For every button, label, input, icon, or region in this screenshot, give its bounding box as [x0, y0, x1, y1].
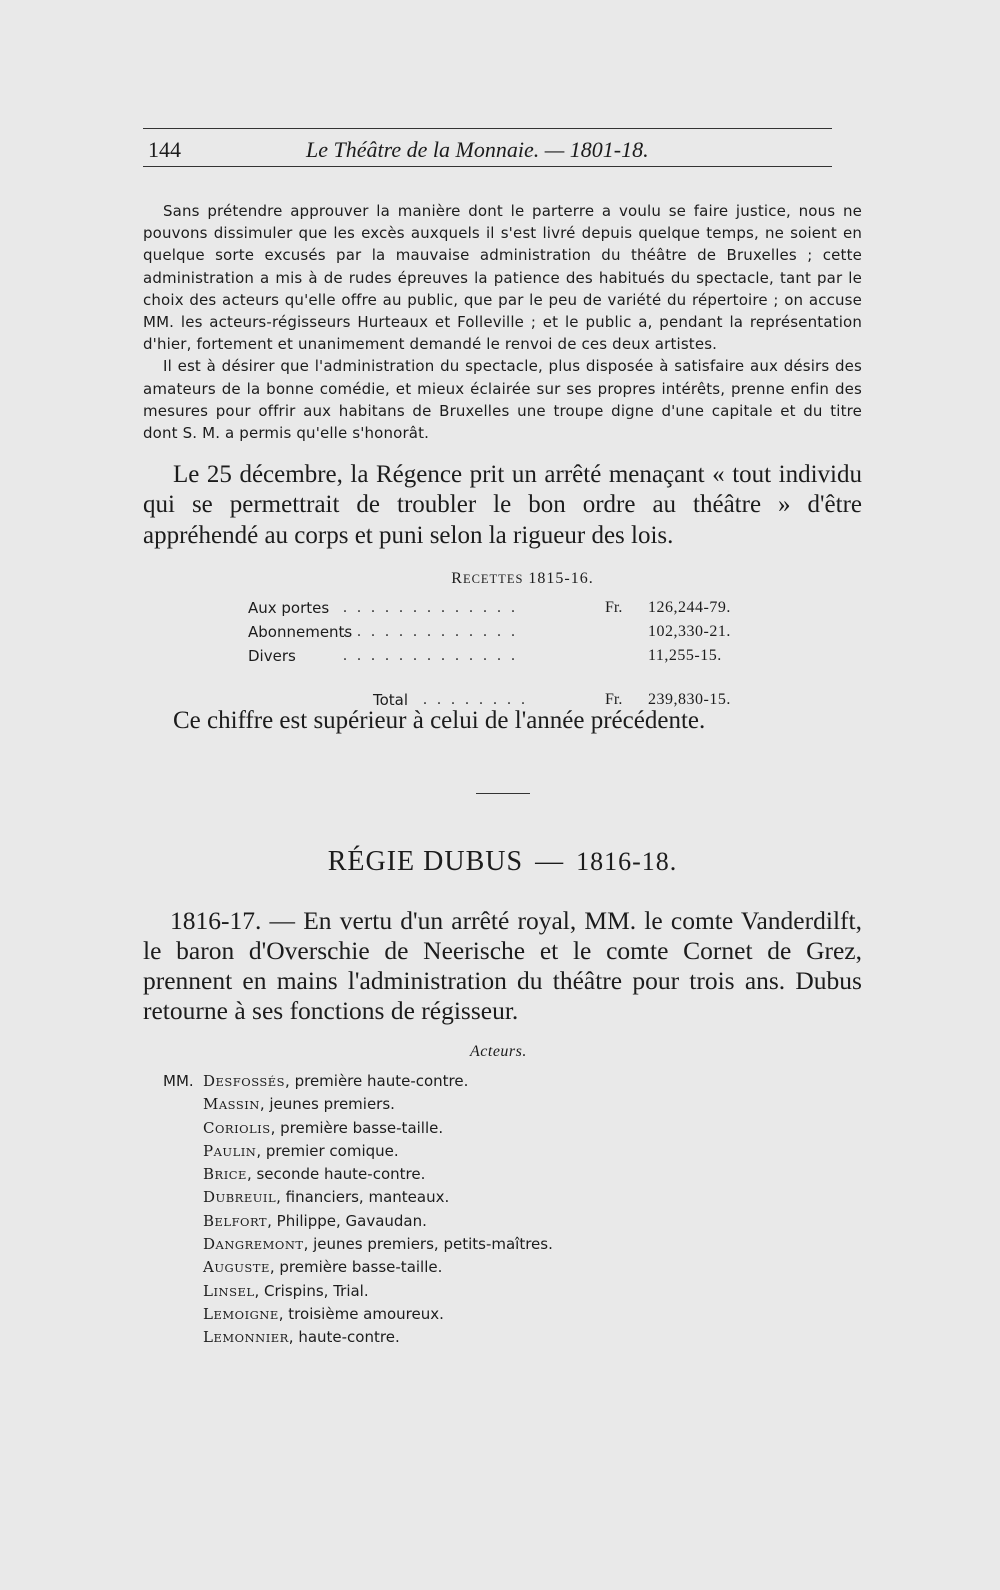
- receipts-amount: 102,330-21.: [648, 623, 731, 640]
- actor-name: LEMONNIER: [203, 1328, 289, 1347]
- cast-member: [203, 1117, 763, 1140]
- cast-member: [203, 1326, 763, 1349]
- quoted-newspaper-excerpt: [143, 200, 862, 444]
- section-title: RÉGIE DUBUS: [327, 846, 524, 877]
- actor-name: DUBREUIL: [203, 1188, 277, 1207]
- cast-member: [203, 1070, 763, 1093]
- cast-member: [203, 1280, 763, 1303]
- receipts-label: Divers: [248, 647, 296, 665]
- section-separator: [476, 793, 530, 794]
- actor-name: BRICE: [203, 1165, 247, 1184]
- quote-paragraph: Il est à désirer que l'administration du spectacle, plus disposée à satisfaire aux désirs des amateurs de la bonne comédie, et mieux éclairée sur ses propres intérêts, prenne enfin des mesures pour offrir aux habitans de Bruxelles une troupe digne d'une capitale et du titre dont S. M. a permis qu'elle s'honorât.: [143, 357, 862, 443]
- running-title: Le Théâtre de la Monnaie. — 1801-18.: [306, 137, 649, 162]
- section-dash: —: [535, 846, 565, 877]
- cast-member: [203, 1140, 763, 1163]
- section-heading: [143, 846, 862, 878]
- receipts-row: [248, 620, 748, 644]
- receipts-table: [248, 596, 748, 712]
- receipts-label: Aux portes: [248, 599, 330, 617]
- receipts-total-label: Total: [373, 691, 409, 709]
- actor-name: AUGUSTE: [203, 1258, 270, 1277]
- quote-paragraph: Sans prétendre approuver la manière dont le parterre a voulu se faire justice, nous ne pouvons dissimuler que les excès auxquels il s'est livré depuis quelque temps, ne soient en quelque sorte excusés par la mauvaise administration du théâtre de Bruxelles ; cette administration a mis à de rudes épreuves la patience des habitués du spectacle, tant par le choix des acteurs qu'elle offre au public, que par le peu de variété du répertoire ; on accuse MM. les acteurs-régisseurs Hurteaux et Folleville ; et le public a, pendant la représentation d'hier, fortement et unanimement demandé le renvoi de ces deux artistes.: [143, 202, 862, 354]
- page-number: 144: [148, 137, 181, 162]
- actor-role: , première basse-taille.: [270, 1118, 444, 1137]
- receipts-amount: 126,244-79.: [648, 599, 731, 616]
- receipts-label: Abonnements: [248, 623, 353, 641]
- body-paragraph-regence: Le 25 décembre, la Régence prit un arrêté menaçant « tout individu qui se permettrait de troubler le bon ordre au théâtre » d'être appréhendé au corps et puni selon la rigueur des lois.: [143, 461, 862, 549]
- actor-role: , première haute-contre.: [285, 1072, 469, 1090]
- running-header: [148, 136, 700, 164]
- actor-name: MASSIN: [203, 1095, 260, 1114]
- receipts-row: [248, 644, 748, 668]
- actor-name: PAULIN: [203, 1141, 257, 1160]
- actor-role: , financiers, manteaux.: [276, 1188, 450, 1207]
- cast-heading: Acteurs.: [470, 1043, 527, 1060]
- actor-role: , première basse-taille.: [269, 1258, 443, 1277]
- currency: Fr.: [605, 691, 623, 708]
- actor-role: , premier comique.: [256, 1141, 399, 1160]
- actor-role: , Crispins, Trial.: [254, 1281, 369, 1300]
- actor-role: , seconde haute-contre.: [246, 1165, 426, 1184]
- receipts-row: [248, 596, 748, 620]
- actor-name: CORIOLIS: [203, 1118, 271, 1137]
- leader-dots: . . . . . . . . . . . . .: [343, 623, 518, 640]
- actor-name: DANGREMONT: [203, 1235, 304, 1254]
- actor-name: LINSEL: [203, 1281, 255, 1300]
- leader-dots: . . . . . . . .: [423, 691, 528, 708]
- currency: Fr.: [605, 599, 623, 616]
- cast-member: [203, 1233, 763, 1256]
- actor-name: BELFORT: [203, 1211, 268, 1230]
- actor-name: LEMOIGNE: [203, 1304, 279, 1323]
- cast-member: [203, 1186, 763, 1209]
- actor-role: , jeunes premiers.: [259, 1095, 395, 1114]
- actor-role: , haute-contre.: [288, 1328, 400, 1347]
- cast-member: [203, 1093, 763, 1116]
- cast-member: [203, 1163, 763, 1186]
- cast-list: [163, 1070, 763, 1350]
- cast-prefix: MM.: [163, 1072, 194, 1090]
- actor-role: , Philippe, Gavaudan.: [267, 1211, 427, 1230]
- actor-name: DESFOSSÉS: [203, 1072, 286, 1090]
- cast-member: [203, 1303, 763, 1326]
- receipts-total-amount: 239,830-15.: [648, 691, 731, 708]
- receipts-title: RECETTES 1815-16.: [451, 570, 594, 587]
- actor-role: , troisième amoureux.: [278, 1304, 444, 1323]
- header-bottom-rule: [143, 166, 832, 167]
- actor-role: , jeunes premiers, petits-maîtres.: [303, 1235, 553, 1254]
- cast-members: [163, 1070, 763, 1350]
- header-top-rule: [143, 128, 832, 129]
- cast-member: [203, 1256, 763, 1279]
- section-years: 1816-18.: [576, 847, 678, 876]
- body-paragraph-chiffre: Ce chiffre est supérieur à celui de l'année précédente.: [173, 707, 706, 734]
- leader-dots: . . . . . . . . . . . . .: [343, 599, 518, 616]
- body-paragraph-arrete-royal: 1816-17. — En vertu d'un arrêté royal, MM. le comte Vanderdilft, le baron d'Overschie de Neerische et le comte Cornet de Grez, prennent en mains l'administration du théâtre pour trois ans. Dubus retourne à ses fonctions de régisseur.: [143, 906, 862, 1025]
- receipts-amount: 11,255-15.: [648, 647, 722, 664]
- cast-member: [203, 1210, 763, 1233]
- leader-dots: . . . . . . . . . . . . .: [343, 647, 518, 664]
